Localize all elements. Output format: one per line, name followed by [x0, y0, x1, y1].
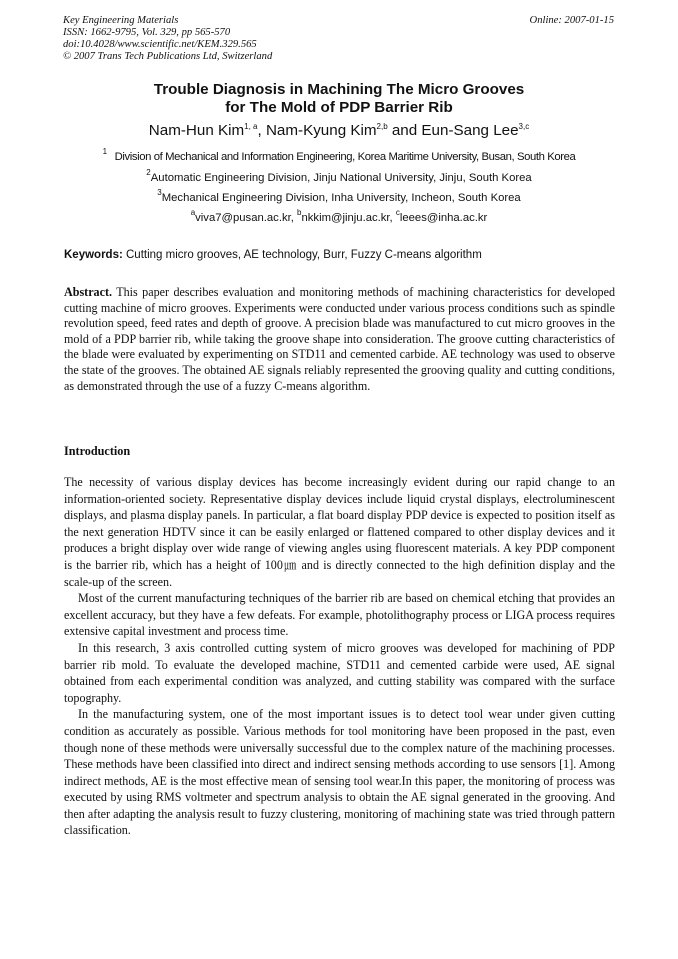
author-name: Eun-Sang Lee: [421, 122, 519, 139]
email-sup: c: [395, 208, 400, 217]
journal-header: [63, 15, 272, 63]
introduction-heading: Introduction: [64, 444, 131, 458]
email-sup: b: [297, 208, 302, 217]
intro-paragraph: In this research, 3 axis controlled cutting system of micro grooves was developed for machining of PDP barrier rib mold. To evaluate the developed machine, STD11 and cemented carbide were used, AE signal obtained from each experimental condition was analyzed, and cutting stability was compared with the surface topography.: [64, 640, 615, 705]
doi-line: doi:10.4028/www.scientific.net/KEM.329.565: [63, 39, 257, 50]
email-sup: a: [190, 208, 196, 217]
author-name: Nam-Kyung Kim: [265, 122, 377, 139]
introduction-body: [64, 474, 615, 839]
affiliation-sup: 2: [146, 168, 151, 177]
email-address: nkkim@jinju.ac.kr,: [301, 212, 396, 224]
author-name: Nam-Hun Kim: [148, 122, 245, 139]
affiliation-2: [0, 168, 678, 185]
intro-paragraph: Most of the current manufacturing techniques of the barrier rib are based on chemical etching that provides an excellent accuracy, but they have a few defeats. For example, photolithography process or LIGA process requires extensive capital investment and process time.: [64, 591, 615, 639]
paper-title: [0, 81, 678, 117]
keywords-line: [64, 248, 482, 262]
affiliation-sup: 1: [102, 147, 107, 156]
issn-line: ISSN: 1662-9795, Vol. 329, pp 565-570: [63, 27, 231, 38]
intro-paragraph: In the manufacturing system, one of the most important issues is to detect tool wear under given cutting condition as accurately as possible. Various methods for tool monitoring have been proposed in the past, even though none of these methods were universally successful due to the complex nature of the machining processes. These methods have been classified into direct and indirect sensing methods according to use sensors [1]. Among indirect methods, AE is the most effective mean of sensing tool wear.In this paper, the monitoring of process was executed by using RMS voltmeter and spectrum analysis to obtain the AE signal generated in the grooving. And then after adapting the analysis result to fuzzy clustering, monitoring of machining state was tried through pattern classification.: [64, 707, 615, 838]
affiliation-sup: 3: [157, 188, 162, 197]
affiliation-text: Automatic Engineering Division, Jinju National University, Jinju, South Korea: [150, 172, 532, 184]
affiliation-text: Division of Mechanical and Information Engineering, Korea Maritime University, Busan, South Korea: [114, 151, 576, 163]
email-address: viva7@pusan.ac.kr,: [195, 212, 298, 224]
affiliation-1: [0, 147, 678, 164]
abstract-block: [64, 285, 615, 394]
author-sup: 2,b: [376, 122, 388, 131]
title-line-2: for The Mold of PDP Barrier Rib: [225, 99, 453, 116]
affiliation-text: Mechanical Engineering Division, Inha University, Incheon, South Korea: [161, 192, 521, 204]
title-line-1: Trouble Diagnosis in Machining The Micro Grooves: [153, 81, 525, 98]
keywords-label: Keywords:: [64, 249, 123, 261]
intro-paragraph: The necessity of various display devices has become increasingly evident during our rapid change to an information-oriented society. Representative display devices include liquid crystal displays, electroluminescent displays, and plasma display panels. In particular, a flat board display PDP device is expected to position itself as the next generation HDTV since it can be easily enlarged or flattened compared to other display devices and it produces a bright display over wide range of viewing angles using fluorescent materials. A key PDP component is the barrier rib, which has a height of 100㎛ and is directly connected to the high definition display and the scale-up of the screen.: [64, 475, 615, 589]
author-separator: ,: [257, 122, 266, 139]
email-address: leees@inha.ac.kr: [399, 212, 488, 224]
author-sup: 1, a: [244, 122, 258, 131]
journal-name: Key Engineering Materials: [63, 15, 179, 26]
abstract-label: Abstract.: [64, 285, 113, 299]
author-list: [0, 122, 678, 140]
abstract-paragraph: [64, 285, 615, 394]
abstract-text: This paper describes evaluation and monitoring methods of machining characteristics for developed cutting machine of micro grooves. Experiments were conducted under various process conditions such as spindle revolution speed, feed rates and depth of groove. A precision blade was manufactured to cut micro grooves in the mold of a PDP barrier rib, while taking the groove shape into consideration. The groove cutting characteristics of the blade were evaluated by experimenting on STD11 and cemented carbide. AE technology was used to observe the state of the grooves. The obtained AE signals reliably represented the grooving quality and cutting conditions, as demonstrated through the use of a fuzzy C-means algorithm.: [64, 285, 615, 393]
online-date: Online: 2007-01-15: [529, 15, 614, 26]
copyright-line: © 2007 Trans Tech Publications Ltd, Switzerland: [63, 51, 273, 62]
keywords-text: Cutting micro grooves, AE technology, Burr, Fuzzy C-means algorithm: [122, 249, 482, 261]
author-sup: 3,c: [518, 122, 530, 131]
affiliation-3: [0, 188, 678, 205]
author-separator: and: [387, 122, 422, 139]
email-list: [0, 208, 678, 225]
